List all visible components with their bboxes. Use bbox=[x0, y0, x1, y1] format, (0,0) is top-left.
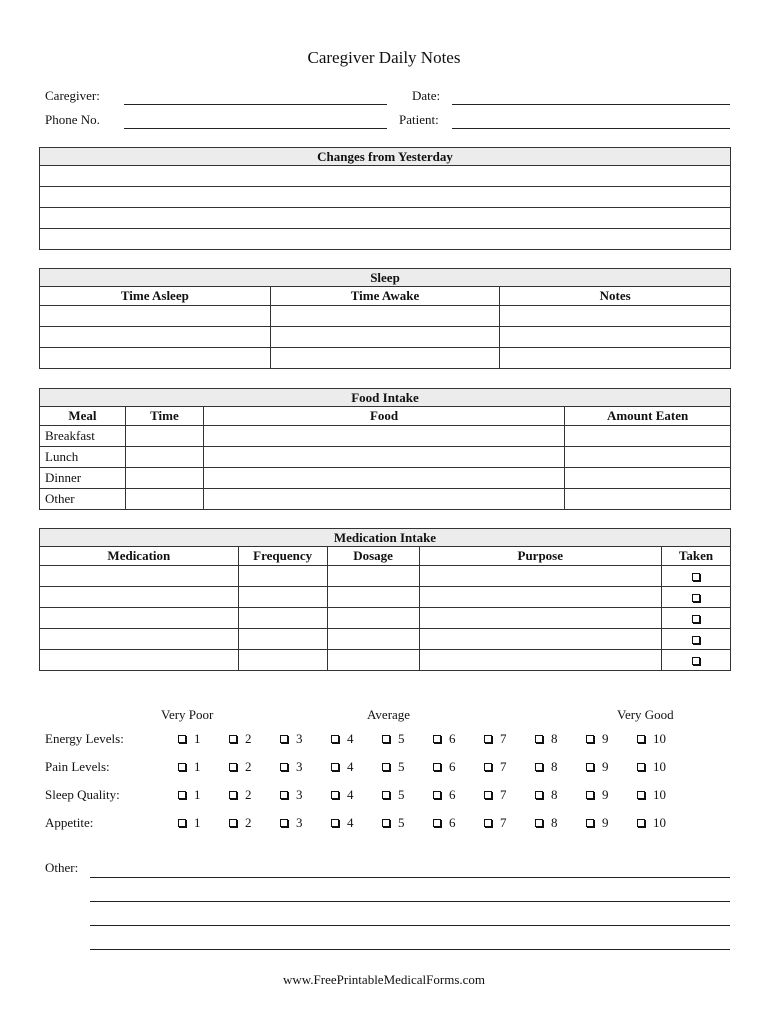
rating-checkbox[interactable] bbox=[178, 791, 186, 799]
scale-very-poor: Very Poor bbox=[161, 707, 214, 722]
page-title: Caregiver Daily Notes bbox=[307, 48, 461, 67]
rating-option-label: 5 bbox=[398, 787, 405, 802]
rating-label: Sleep Quality: bbox=[45, 787, 120, 802]
changes-row-1[interactable] bbox=[40, 166, 731, 187]
sleep-table bbox=[39, 268, 731, 369]
rating-option[interactable] bbox=[637, 787, 666, 803]
food-cell[interactable] bbox=[125, 489, 203, 510]
rating-checkbox[interactable] bbox=[178, 735, 186, 743]
rating-checkbox[interactable] bbox=[637, 791, 645, 799]
rating-option-label: 7 bbox=[500, 731, 507, 746]
food-col-amount: Amount Eaten bbox=[565, 407, 731, 426]
rating-option-label: 9 bbox=[602, 815, 609, 830]
rating-option[interactable] bbox=[586, 787, 609, 803]
rating-option[interactable] bbox=[484, 815, 507, 831]
rating-option[interactable] bbox=[535, 731, 558, 747]
rating-label: Appetite: bbox=[45, 815, 94, 830]
rating-option[interactable] bbox=[586, 731, 609, 747]
med-col-medication: Medication bbox=[40, 547, 239, 566]
rating-checkbox[interactable] bbox=[280, 791, 288, 799]
taken-checkbox[interactable] bbox=[692, 636, 700, 644]
rating-option-label: 3 bbox=[296, 787, 303, 802]
med-cell[interactable] bbox=[238, 566, 327, 587]
med-cell[interactable] bbox=[40, 587, 239, 608]
rating-option-label: 7 bbox=[500, 787, 507, 802]
phone-label: Phone No. bbox=[45, 112, 100, 127]
rating-option[interactable] bbox=[229, 815, 252, 831]
med-cell[interactable] bbox=[327, 608, 419, 629]
rating-checkbox[interactable] bbox=[382, 791, 390, 799]
food-col-time: Time bbox=[125, 407, 203, 426]
rating-option[interactable] bbox=[433, 731, 456, 747]
rating-option-label: 2 bbox=[245, 731, 252, 746]
food-col-meal: Meal bbox=[40, 407, 126, 426]
rating-option[interactable] bbox=[637, 815, 666, 831]
med-col-purpose: Purpose bbox=[419, 547, 662, 566]
rating-option-label: 2 bbox=[245, 787, 252, 802]
rating-option[interactable] bbox=[331, 787, 354, 803]
rating-checkbox[interactable] bbox=[637, 763, 645, 771]
rating-option-label: 10 bbox=[653, 815, 666, 830]
rating-checkbox[interactable] bbox=[433, 819, 441, 827]
rating-option[interactable] bbox=[433, 815, 456, 831]
rating-checkbox[interactable] bbox=[535, 819, 543, 827]
med-cell[interactable] bbox=[238, 608, 327, 629]
rating-checkbox[interactable] bbox=[178, 763, 186, 771]
rating-checkbox[interactable] bbox=[586, 819, 594, 827]
rating-checkbox[interactable] bbox=[229, 735, 237, 743]
med-cell[interactable] bbox=[238, 587, 327, 608]
med-cell[interactable] bbox=[327, 629, 419, 650]
rating-checkbox[interactable] bbox=[280, 763, 288, 771]
rating-option-label: 10 bbox=[653, 759, 666, 774]
rating-option[interactable] bbox=[433, 759, 456, 775]
food-cell[interactable] bbox=[565, 426, 731, 447]
rating-option-label: 4 bbox=[347, 731, 354, 746]
patient-field[interactable] bbox=[452, 128, 730, 129]
rating-option[interactable] bbox=[382, 731, 405, 747]
sleep-cell[interactable] bbox=[270, 327, 500, 348]
rating-option[interactable] bbox=[229, 759, 252, 775]
food-cell[interactable] bbox=[203, 468, 564, 489]
rating-option[interactable] bbox=[484, 731, 507, 747]
sleep-cell[interactable] bbox=[40, 348, 271, 369]
rating-checkbox[interactable] bbox=[229, 791, 237, 799]
food-cell[interactable] bbox=[203, 426, 564, 447]
rating-option[interactable] bbox=[280, 731, 303, 747]
rating-option[interactable] bbox=[586, 759, 609, 775]
caregiver-label: Caregiver: bbox=[45, 88, 100, 103]
taken-checkbox[interactable] bbox=[692, 615, 700, 623]
med-cell[interactable] bbox=[327, 650, 419, 671]
rating-checkbox[interactable] bbox=[535, 763, 543, 771]
med-cell[interactable] bbox=[419, 566, 662, 587]
medication-title: Medication Intake bbox=[40, 529, 731, 547]
rating-checkbox[interactable] bbox=[229, 819, 237, 827]
rating-option-label: 1 bbox=[194, 787, 201, 802]
taken-checkbox[interactable] bbox=[692, 573, 700, 581]
food-col-food: Food bbox=[203, 407, 564, 426]
med-col-frequency: Frequency bbox=[238, 547, 327, 566]
other-line-3[interactable] bbox=[90, 925, 730, 926]
med-cell[interactable] bbox=[40, 650, 239, 671]
rating-checkbox[interactable] bbox=[331, 763, 339, 771]
rating-option[interactable] bbox=[382, 815, 405, 831]
rating-checkbox[interactable] bbox=[484, 763, 492, 771]
sleep-cell[interactable] bbox=[500, 327, 731, 348]
rating-option-label: 8 bbox=[551, 787, 558, 802]
rating-option-label: 9 bbox=[602, 759, 609, 774]
rating-option-label: 8 bbox=[551, 731, 558, 746]
rating-option-label: 6 bbox=[449, 815, 456, 830]
changes-title: Changes from Yesterday bbox=[40, 148, 731, 166]
rating-option-label: 8 bbox=[551, 759, 558, 774]
rating-option-label: 6 bbox=[449, 731, 456, 746]
rating-checkbox[interactable] bbox=[382, 735, 390, 743]
rating-checkbox[interactable] bbox=[433, 763, 441, 771]
rating-checkbox[interactable] bbox=[586, 791, 594, 799]
taken-checkbox[interactable] bbox=[692, 657, 700, 665]
rating-checkbox[interactable] bbox=[586, 735, 594, 743]
scale-average: Average bbox=[367, 707, 411, 722]
rating-checkbox[interactable] bbox=[535, 735, 543, 743]
food-cell[interactable] bbox=[565, 447, 731, 468]
rating-option-label: 9 bbox=[602, 731, 609, 746]
med-cell[interactable] bbox=[327, 566, 419, 587]
meal-lunch: Lunch bbox=[40, 447, 126, 468]
rating-option-label: 10 bbox=[653, 731, 666, 746]
sleep-col-time-asleep: Time Asleep bbox=[40, 287, 271, 306]
rating-option-label: 1 bbox=[194, 815, 201, 830]
rating-option[interactable] bbox=[280, 815, 303, 831]
rating-option-label: 10 bbox=[653, 787, 666, 802]
rating-option-label: 1 bbox=[194, 759, 201, 774]
scale-very-good: Very Good bbox=[617, 707, 674, 722]
footer-url: www.FreePrintableMedicalForms.com bbox=[282, 972, 486, 987]
food-cell[interactable] bbox=[125, 468, 203, 489]
rating-label: Energy Levels: bbox=[45, 731, 124, 746]
rating-option[interactable] bbox=[382, 759, 405, 775]
rating-option[interactable] bbox=[535, 815, 558, 831]
rating-option[interactable] bbox=[178, 815, 201, 831]
rating-option[interactable] bbox=[280, 787, 303, 803]
rating-checkbox[interactable] bbox=[484, 791, 492, 799]
rating-checkbox[interactable] bbox=[331, 819, 339, 827]
rating-option[interactable] bbox=[382, 787, 405, 803]
rating-option-label: 2 bbox=[245, 759, 252, 774]
food-cell[interactable] bbox=[203, 489, 564, 510]
meal-dinner: Dinner bbox=[40, 468, 126, 489]
rating-checkbox[interactable] bbox=[331, 791, 339, 799]
rating-option[interactable] bbox=[637, 731, 666, 747]
rating-option[interactable] bbox=[433, 787, 456, 803]
rating-option-label: 7 bbox=[500, 759, 507, 774]
date-field[interactable] bbox=[452, 104, 730, 105]
rating-label: Pain Levels: bbox=[45, 759, 110, 774]
sleep-cell[interactable] bbox=[270, 348, 500, 369]
food-cell[interactable] bbox=[125, 426, 203, 447]
sleep-col-time-awake: Time Awake bbox=[270, 287, 500, 306]
rating-checkbox[interactable] bbox=[433, 791, 441, 799]
rating-option[interactable] bbox=[484, 759, 507, 775]
rating-option[interactable] bbox=[331, 759, 354, 775]
rating-option[interactable] bbox=[535, 787, 558, 803]
rating-option[interactable] bbox=[331, 731, 354, 747]
rating-option[interactable] bbox=[178, 759, 201, 775]
other-line-1[interactable] bbox=[90, 877, 730, 878]
rating-checkbox[interactable] bbox=[586, 763, 594, 771]
rating-checkbox[interactable] bbox=[178, 819, 186, 827]
rating-option-label: 5 bbox=[398, 731, 405, 746]
rating-option[interactable] bbox=[178, 731, 201, 747]
rating-option[interactable] bbox=[535, 759, 558, 775]
rating-option[interactable] bbox=[637, 759, 666, 775]
rating-option[interactable] bbox=[484, 787, 507, 803]
med-cell[interactable] bbox=[419, 587, 662, 608]
rating-checkbox[interactable] bbox=[280, 819, 288, 827]
sleep-cell[interactable] bbox=[40, 306, 271, 327]
rating-option-label: 3 bbox=[296, 759, 303, 774]
medication-table bbox=[39, 528, 731, 671]
med-col-dosage: Dosage bbox=[327, 547, 419, 566]
rating-option-label: 1 bbox=[194, 731, 201, 746]
rating-option-label: 3 bbox=[296, 815, 303, 830]
other-label: Other: bbox=[45, 860, 79, 875]
changes-row-4[interactable] bbox=[40, 229, 731, 250]
other-line-2[interactable] bbox=[90, 901, 730, 902]
rating-option[interactable] bbox=[586, 815, 609, 831]
med-col-taken: Taken bbox=[662, 547, 731, 566]
rating-option-label: 4 bbox=[347, 787, 354, 802]
rating-option-label: 3 bbox=[296, 731, 303, 746]
med-cell[interactable] bbox=[327, 587, 419, 608]
sleep-cell[interactable] bbox=[500, 306, 731, 327]
med-cell[interactable] bbox=[419, 650, 662, 671]
rating-option-label: 8 bbox=[551, 815, 558, 830]
rating-option[interactable] bbox=[331, 815, 354, 831]
food-title: Food Intake bbox=[40, 389, 731, 407]
food-table bbox=[39, 388, 731, 510]
rating-checkbox[interactable] bbox=[637, 735, 645, 743]
rating-checkbox[interactable] bbox=[280, 735, 288, 743]
rating-option-label: 7 bbox=[500, 815, 507, 830]
rating-option[interactable] bbox=[178, 787, 201, 803]
changes-row-2[interactable] bbox=[40, 187, 731, 208]
med-cell[interactable] bbox=[40, 566, 239, 587]
changes-row-3[interactable] bbox=[40, 208, 731, 229]
food-cell[interactable] bbox=[203, 447, 564, 468]
sleep-col-notes: Notes bbox=[500, 287, 731, 306]
rating-checkbox[interactable] bbox=[433, 735, 441, 743]
rating-option-label: 9 bbox=[602, 787, 609, 802]
rating-checkbox[interactable] bbox=[637, 819, 645, 827]
rating-option-label: 4 bbox=[347, 815, 354, 830]
rating-option[interactable] bbox=[280, 759, 303, 775]
caregiver-field[interactable] bbox=[124, 104, 387, 105]
med-cell[interactable] bbox=[238, 629, 327, 650]
rating-option-label: 5 bbox=[398, 815, 405, 830]
changes-table bbox=[39, 147, 731, 250]
food-cell[interactable] bbox=[125, 447, 203, 468]
other-line-4[interactable] bbox=[90, 949, 730, 950]
meal-other: Other bbox=[40, 489, 126, 510]
sleep-cell[interactable] bbox=[40, 327, 271, 348]
med-cell[interactable] bbox=[40, 629, 239, 650]
sleep-cell[interactable] bbox=[270, 306, 500, 327]
med-cell[interactable] bbox=[238, 650, 327, 671]
rating-checkbox[interactable] bbox=[229, 763, 237, 771]
food-cell[interactable] bbox=[565, 468, 731, 489]
date-label: Date: bbox=[412, 88, 441, 103]
rating-option-label: 4 bbox=[347, 759, 354, 774]
rating-checkbox[interactable] bbox=[535, 791, 543, 799]
sleep-title: Sleep bbox=[40, 269, 731, 287]
med-cell[interactable] bbox=[40, 608, 239, 629]
rating-option-label: 5 bbox=[398, 759, 405, 774]
rating-checkbox[interactable] bbox=[331, 735, 339, 743]
rating-checkbox[interactable] bbox=[382, 763, 390, 771]
food-cell[interactable] bbox=[565, 489, 731, 510]
med-cell[interactable] bbox=[419, 629, 662, 650]
rating-option-label: 6 bbox=[449, 787, 456, 802]
rating-checkbox[interactable] bbox=[484, 735, 492, 743]
meal-breakfast: Breakfast bbox=[40, 426, 126, 447]
rating-option[interactable] bbox=[229, 787, 252, 803]
phone-field[interactable] bbox=[124, 128, 387, 129]
med-cell[interactable] bbox=[419, 608, 662, 629]
rating-checkbox[interactable] bbox=[484, 819, 492, 827]
rating-option-label: 2 bbox=[245, 815, 252, 830]
taken-checkbox[interactable] bbox=[692, 594, 700, 602]
sleep-cell[interactable] bbox=[500, 348, 731, 369]
rating-checkbox[interactable] bbox=[382, 819, 390, 827]
rating-option-label: 6 bbox=[449, 759, 456, 774]
patient-label: Patient: bbox=[399, 112, 439, 127]
rating-option[interactable] bbox=[229, 731, 252, 747]
